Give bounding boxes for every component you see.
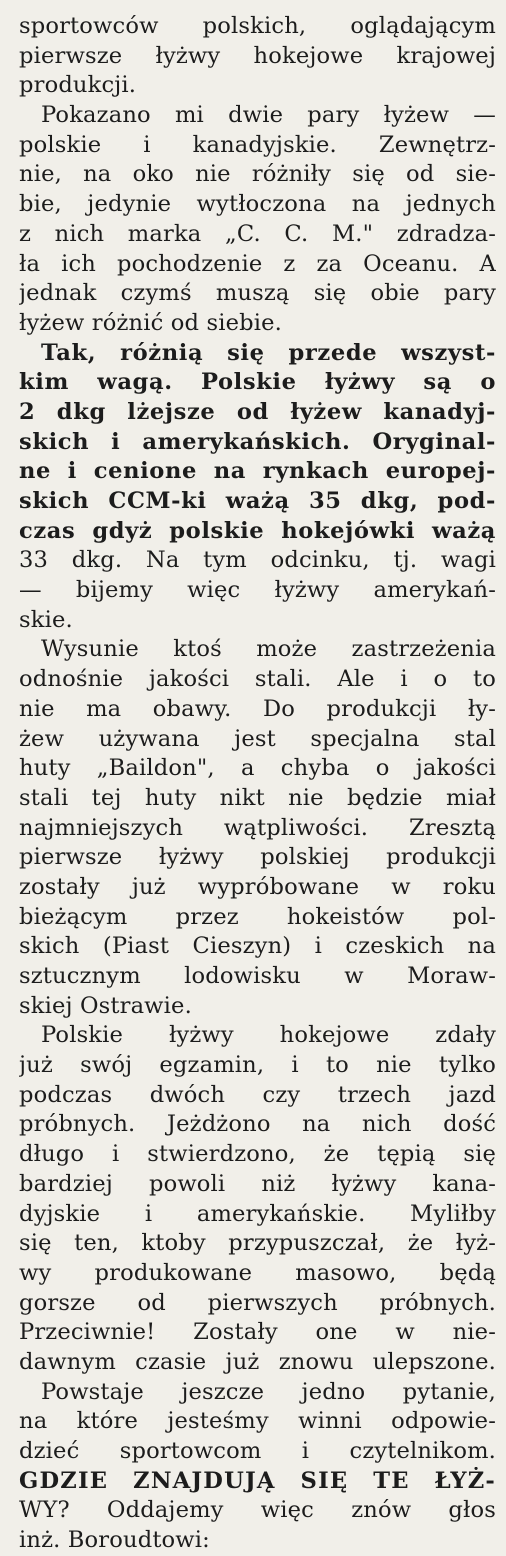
article-line: bieżącym przez hokeistów pol-	[19, 903, 496, 930]
article-line: już swój egzamin, i to nie tylko	[19, 1052, 496, 1079]
article-line: WY? Oddajemy więc znów głos	[19, 1497, 496, 1524]
article-line: pierwsze łyżwy hokejowe krajowej	[19, 42, 496, 69]
article-line: GDZIE ZNAJDUJĄ SIĘ TE ŁYŻ-	[19, 1467, 496, 1494]
article-line: skiej Ostrawie.	[19, 992, 192, 1019]
article-line: huty „Baildon", a chyba o jakości	[19, 755, 496, 782]
article-line: sportowców polskich, oglądającym	[19, 13, 496, 39]
article-line: stali tej huty nikt nie będzie miał	[19, 784, 496, 811]
article-line: się ten, ktoby przypuszczał, że łyż-	[19, 1230, 496, 1257]
article-line: Wysunie ktoś może zastrzeżenia	[41, 636, 496, 663]
article-line: bardziej powoli niż łyżwy kana-	[19, 1170, 496, 1197]
article-line: odnośnie jakości stali. Ale i o to	[19, 666, 496, 693]
article-line: zostały już wypróbowane w roku	[19, 873, 496, 900]
article-line: próbnych. Jeżdżono na nich dość	[19, 1111, 496, 1138]
article-line: dawnym czasie już znowu ulepszone.	[19, 1348, 496, 1375]
article-line: jednak czymś muszą się obie pary	[19, 280, 496, 307]
article-line: czas gdyż polskie hokejówki ważą	[19, 517, 496, 544]
article-line: — bijemy więc łyżwy amerykań-	[19, 577, 496, 604]
article-line: długo i stwierdzono, że tępią się	[19, 1141, 496, 1168]
article-line: kim wagą. Polskie łyżwy są o	[19, 369, 496, 396]
article-line: polskie i kanadyjskie. Zewnętrz-	[19, 131, 496, 158]
article-line: ne i cenione na rynkach europej-	[19, 458, 496, 485]
article-line: Powstaje jeszcze jedno pytanie,	[41, 1378, 496, 1405]
article-line: produkcji.	[19, 72, 137, 99]
article-line: z nich marka „C. C. M." zdradza-	[19, 220, 496, 247]
article-line: łyżew różnić od siebie.	[19, 309, 282, 336]
article-line: skie.	[19, 606, 73, 633]
article-line: gorsze od pierwszych próbnych.	[19, 1289, 496, 1316]
article-line: podczas dwóch czy trzech jazd	[19, 1081, 496, 1108]
article-line: wy produkowane masowo, będą	[19, 1259, 496, 1286]
article-line: skich (Piast Cieszyn) i czeskich na	[19, 933, 496, 960]
article-line: dyjskie i amerykańskie. Myliłby	[19, 1200, 496, 1227]
article-line: Przeciwnie! Zostały one w nie-	[19, 1319, 496, 1346]
article-line: skich i amerykańskich. Oryginal-	[19, 428, 496, 455]
article-line: nie, na oko nie różniły się od sie-	[19, 161, 496, 188]
article-line: najmniejszych wątpliwości. Zresztą	[19, 814, 496, 841]
article-line: ła ich pochodzenie z za Oceanu. A	[19, 250, 496, 277]
article-line: 2 dkg lżejsze od łyżew kanadyj-	[19, 398, 496, 425]
article-line: 33 dkg. Na tym odcinku, tj. wagi	[19, 547, 496, 574]
article-line: Polskie łyżwy hokejowe zdały	[41, 1022, 496, 1049]
article-line: dzieć sportowcom i czytelnikom.	[19, 1438, 496, 1464]
article-line: pierwsze łyżwy polskiej produkcji	[19, 844, 496, 871]
article-line: nie ma obawy. Do produkcji ły-	[19, 695, 496, 722]
article-line: inż. Boroudtowi:	[19, 1527, 210, 1554]
article-line: Tak, różnią się przede wszyst-	[41, 339, 496, 366]
article-line: żew używana jest specjalna stal	[19, 725, 496, 752]
article-line: bie, jedynie wytłoczona na jednych	[19, 191, 496, 218]
article-line: sztucznym lodowisku w Moraw-	[19, 963, 496, 989]
article-line: skich CCM-ki ważą 35 dkg, pod-	[19, 488, 496, 514]
article-line: na które jesteśmy winni odpowie-	[19, 1408, 496, 1435]
article-line: Pokazano mi dwie pary łyżew —	[41, 102, 496, 129]
